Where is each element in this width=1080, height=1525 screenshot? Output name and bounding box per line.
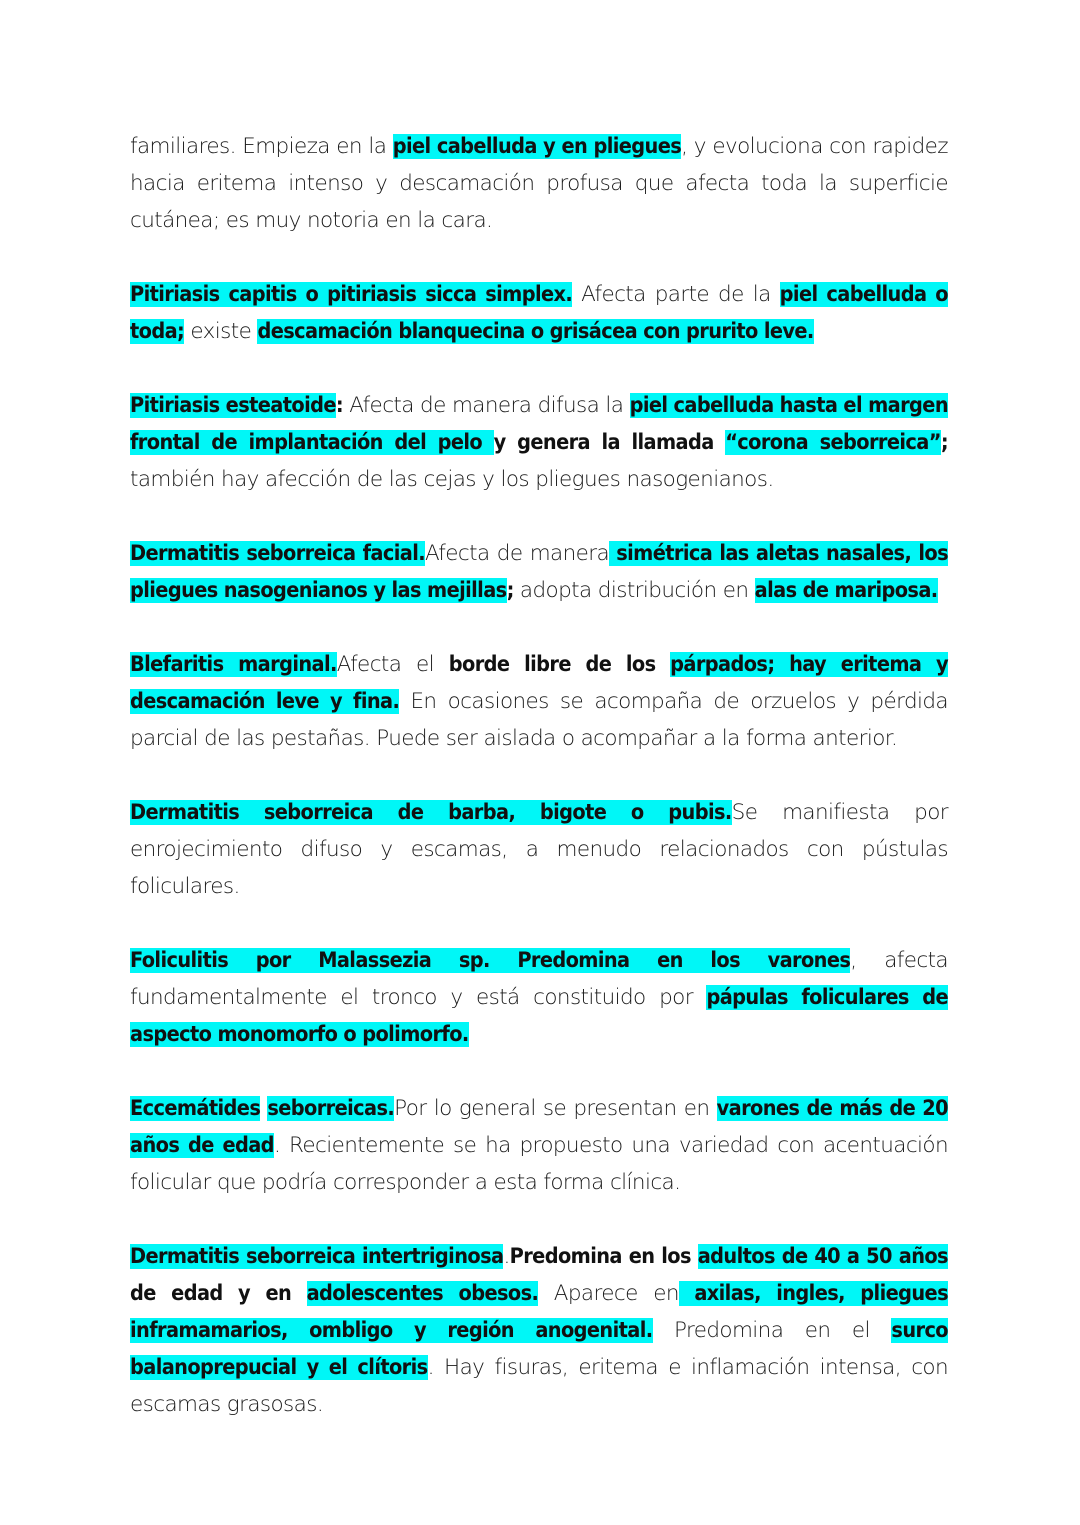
bold-text: y genera la llamada — [493, 430, 726, 455]
highlighted-text: alas de mariposa. — [754, 578, 938, 603]
highlighted-text: Foliculitis por Malassezia sp. Predomina en los varones — [130, 948, 851, 973]
highlighted-text: Pitiriasis capitis o pitiriasis sicca simplex. — [130, 282, 573, 307]
highlighted-text: Eccemátides — [130, 1096, 261, 1121]
bold-text: ; — [506, 578, 514, 603]
highlighted-text: Dermatitis seborreica de barba, bigote o pubis. — [130, 800, 732, 825]
bold-text: Predomina en los — [509, 1244, 698, 1269]
body-text: . Hay fisuras, eritema e inflamación intensa, con escamas grasosas. — [130, 1355, 949, 1417]
body-text: también hay afección de las cejas y los pliegues nasogenianos. — [130, 467, 774, 492]
body-text: Afecta de manera — [424, 541, 610, 566]
paragraph-dermatitis-facial — [130, 535, 948, 609]
highlighted-text: párpados; hay eritema y descamación leve y fina. — [130, 652, 948, 714]
body-text: En ocasiones se acompaña de orzuelos y pérdida parcial de las pestañas. Puede ser aislada o acompañar a la forma anterior. — [130, 689, 948, 751]
bold-text: : — [335, 393, 344, 418]
body-text: Se manifiesta por enrojecimiento difuso y escamas, a menudo relacionados con pústulas foliculares. — [130, 800, 949, 899]
bold-text: ; — [940, 430, 948, 455]
paragraph-pitiriasis-capitis — [130, 276, 948, 350]
paragraph-pitiriasis-esteatoide — [130, 387, 948, 498]
highlighted-text: adolescentes obesos. — [306, 1281, 539, 1306]
paragraph-intro-continuation — [130, 128, 948, 239]
bold-text: de edad y en — [130, 1281, 307, 1306]
body-text: Afecta de manera difusa la — [343, 393, 630, 418]
document-page — [130, 128, 948, 1460]
body-text: . — [503, 1244, 510, 1269]
paragraph-blefaritis-marginal — [130, 646, 948, 757]
body-text: Afecta el — [336, 652, 449, 677]
highlighted-text: adultos de 40 a 50 años — [697, 1244, 948, 1269]
body-text: Afecta parte de la — [572, 282, 780, 307]
body-text: familiares. Empieza en la — [130, 134, 393, 159]
highlighted-text: axilas, ingles, pliegues inframamarios, ombligo y región anogenital. — [130, 1281, 948, 1343]
body-text: Predomina en el — [652, 1318, 892, 1343]
highlighted-text: “corona seborreica” — [725, 430, 941, 455]
highlighted-text: surco balanoprepucial y el clítoris — [130, 1318, 948, 1380]
paragraph-dermatitis-intertriginosa — [130, 1238, 948, 1423]
highlighted-text: Pitiriasis esteatoide — [130, 393, 336, 418]
paragraph-eccematides-seborreicas — [130, 1090, 948, 1201]
body-text: Por lo general se presentan en — [394, 1096, 717, 1121]
body-text: adopta distribución en — [513, 578, 755, 603]
body-text: existe — [184, 319, 258, 344]
highlighted-text: seborreicas. — [267, 1096, 395, 1121]
highlighted-text: Blefaritis marginal. — [130, 652, 337, 677]
paragraph-dermatitis-barba — [130, 794, 948, 905]
body-text: , y evoluciona con rapidez hacia eritema intenso y descamación profusa que afecta toda la superficie cutánea; es muy notoria en la cara. — [130, 134, 948, 233]
body-text: . Recientemente se ha propuesto una variedad con acentuación folicular que podría corresponder a esta forma clínica. — [130, 1133, 948, 1195]
highlighted-text: Dermatitis seborreica intertriginosa — [130, 1244, 504, 1269]
highlighted-text: piel cabelluda o toda; — [130, 282, 948, 344]
body-text: , afecta fundamentalmente el tronco y está constituido por — [130, 948, 948, 1010]
highlighted-text: simétrica las aletas nasales, los pliegues nasogenianos y las mejillas — [130, 541, 948, 603]
body-text: Aparece en — [538, 1281, 679, 1306]
highlighted-text: piel cabelluda hasta el margen frontal de implantación del pelo — [130, 393, 949, 455]
paragraph-foliculitis-malassezia — [130, 942, 948, 1053]
highlighted-text: pápulas foliculares de aspecto monomorfo o polimorfo. — [130, 985, 948, 1047]
highlighted-text: Dermatitis seborreica facial. — [130, 541, 425, 566]
bold-text: borde libre de los — [448, 652, 671, 677]
highlighted-text: descamación blanquecina o grisácea con prurito leve. — [257, 319, 814, 344]
highlighted-text: piel cabelluda y en pliegues — [392, 134, 682, 159]
highlighted-text: varones de más de 20 años de edad — [130, 1096, 948, 1158]
